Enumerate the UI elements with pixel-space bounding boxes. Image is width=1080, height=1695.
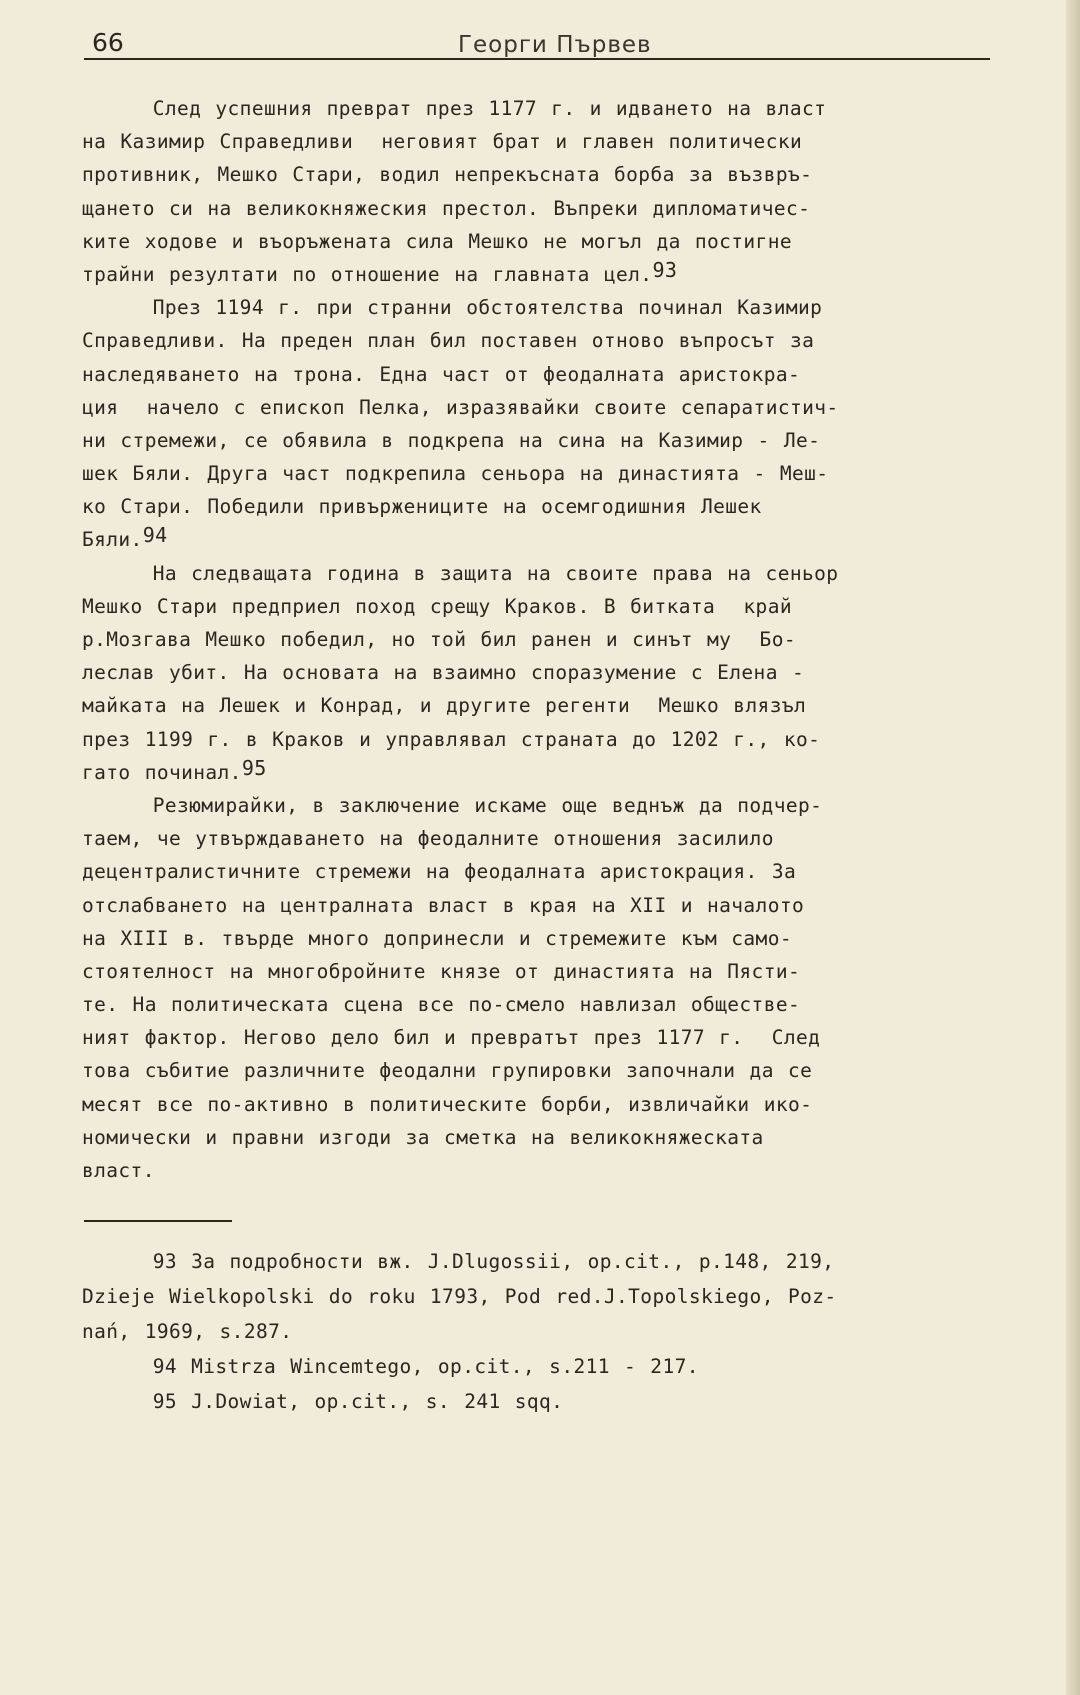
page-edge [1066,0,1080,1695]
footnote-ref-95: 95 [241,755,267,780]
text-line: щането си на великокняжеския престол. Въпреки дипломатичес- [82,196,811,220]
text-line: леслав убит. На основата на взаимно споразумение с Елена - [82,661,805,685]
text-line: Резюмирайки, в заключение искаме още веднъж да подчер- [82,793,823,817]
text-line: отслабването на централната власт в края на XII и началото [82,893,805,917]
text-line: на XIII в. твърде много допринесли и стремежите към само- [82,926,792,950]
footnote-ref-93: 93 [652,257,678,282]
footnote-line: nań, 1969, s.287. [82,1320,293,1343]
text-line: През 1194 г. при странни обстоятелства починал Казимир [82,296,823,320]
text-line: номически и правни изгоди за сметка на великокняжеската [82,1125,764,1149]
footnote-line: 93 За подробности вж. J.Dlugossii, op.cit., p.148, 219, [82,1250,835,1273]
text-line: месят все по-активно в политическите борби, извличайки ико- [82,1092,813,1116]
text-line: р.Мозгава Мешко победил, но той бил ранен и синът му Бо- [82,628,796,651]
footnote-line: Dzieje Wielkopolski do roku 1793, Pod red.J.Topolskiego, Poz- [82,1285,837,1308]
text-line: децентралистичните стремежи на феодалната аристокрация. За [82,860,797,884]
body-text [82,92,1012,1187]
text-line: ни стремежи, се обявила в подкрепа на сина на Казимир - Ле- [82,428,821,452]
text-line: гато починал.$^{95}$ [82,755,267,784]
text-line: ко Стари. Победили привържениците на осемгодишния Лешек [82,495,762,519]
footnote-ref-94: 94 [142,523,168,548]
text-line: След успешния преврат през 1177 г. и идването на власт [82,97,827,120]
page-number: 66 [92,28,124,57]
footnote-line: 95 J.Dowiat, op.cit., s. 241 sqq. [82,1390,564,1413]
running-head: Георги Първев [458,32,652,58]
text-line: ният фактор. Негово дело бил и превратът през 1177 г. След [82,1026,821,1050]
text-line: Бяли.$^{94}$ [82,523,168,552]
text-line: на Казимир Справедливи неговият брат и главен политически [82,130,803,154]
text-line: стоятелност на многобройните князе от династията на Пясти- [82,959,801,983]
text-line: власт. [82,1159,155,1182]
text-line: през 1199 г. в Краков и управлявал страната до 1202 г., ко- [82,727,821,751]
footnote-rule [84,1220,232,1222]
text-line: противник, Мешко Стари, водил непрекъсната борба за възвръ- [82,163,813,187]
page-header [84,28,990,60]
footnotes [82,1244,1012,1419]
text-line: наследяването на трона. Една част от феодалната аристокра- [82,362,801,386]
text-line: ция начело с епископ Пелка, изразявайки своите сепаратистич- [82,395,839,419]
text-line: ките ходове и въоръжената сила Мешко не могъл да постигне [82,229,792,253]
text-line: Мешко Стари предприел поход срещу Краков. В битката край [82,594,792,618]
text-line: На следващата година в защита на своите права на сеньор [82,561,839,585]
text-line: майката на Лешек и Конрад, и другите регенти Мешко влязъл [82,694,807,718]
footnote-line: 94 Mistrza Wincemtego, op.cit., s.211 - 217. [82,1355,699,1378]
text-line: трайни резултати по отношение на главната цел.$^{93}$ [82,257,678,286]
text-line: това събитие различните феодални групировки започнали да се [82,1059,813,1083]
text-line: таем, че утвърждаването на феодалните отношения засилило [82,827,774,851]
text-line: шек Бяли. Друга част подкрепила сеньора на династията - Меш- [82,462,829,486]
text-line: Справедливи. На преден план бил поставен отново въпросът за [82,329,815,353]
text-line: те. На политическата сцена все по-смело навлизал обществе- [82,993,801,1017]
